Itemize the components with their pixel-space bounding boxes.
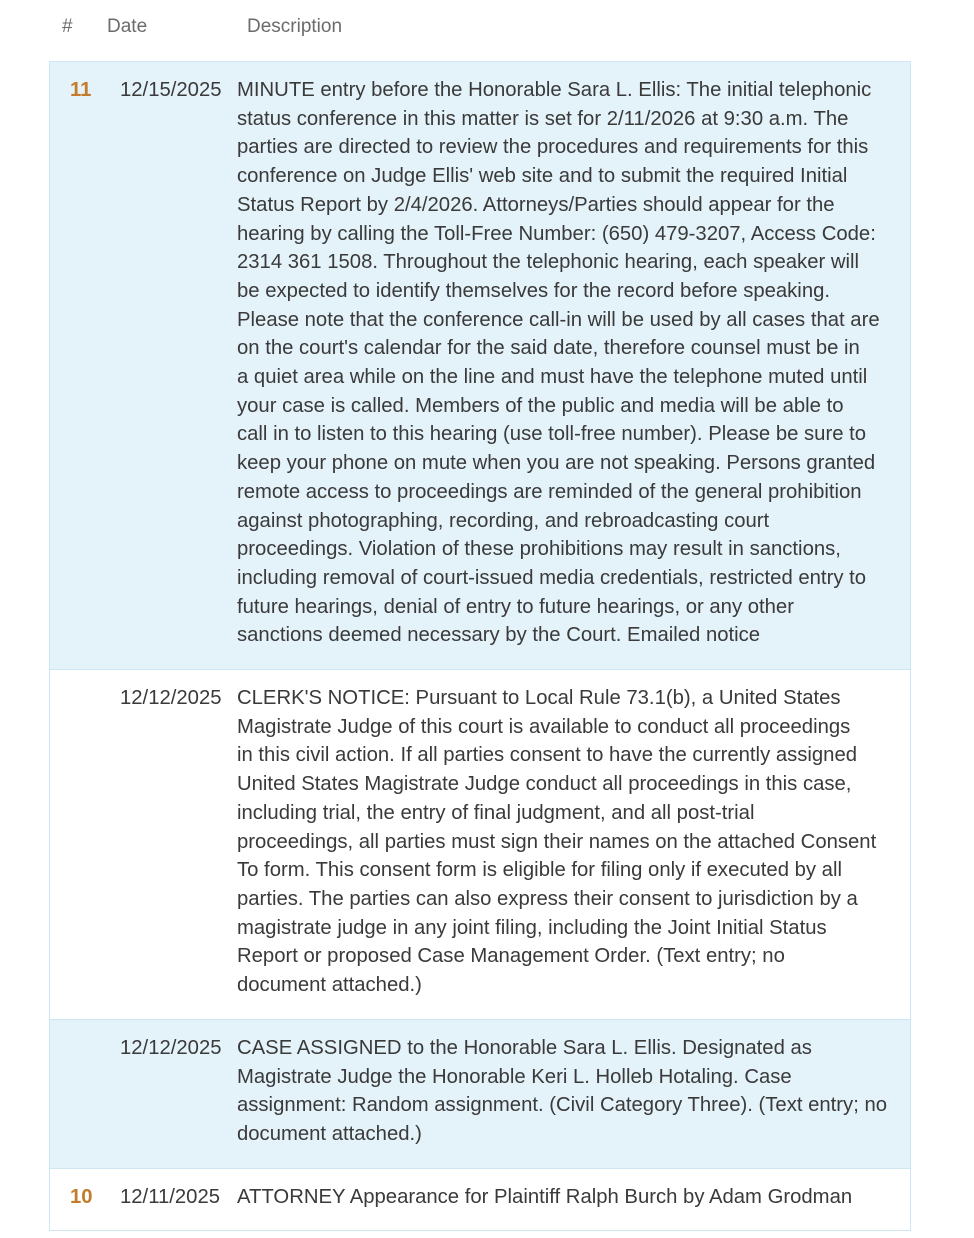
- description-line: To form. This consent form is eligible for filing only if executed by all: [237, 859, 842, 882]
- description-line: hearing by calling the Toll-Free Number: (650) 479-3207, Access Code:: [237, 222, 876, 245]
- description-line: 2314 361 1508. Throughout the telephonic hearing, each speaker will: [237, 251, 860, 274]
- docket-entry-row: [50, 1169, 910, 1232]
- description-line: parties are directed to review the procedures and requirements for this: [237, 136, 869, 159]
- description-line: ATTORNEY Appearance for Plaintiff Ralph Burch by Adam Grodman: [237, 1185, 853, 1208]
- description-line: proceedings. Violation of these prohibitions may result in sanctions,: [237, 538, 841, 561]
- description-line: proceedings, all parties must sign their names on the attached Consent: [237, 830, 877, 853]
- header-date: Date: [107, 16, 148, 37]
- description-line: sanctions deemed necessary by the Court. Emailed notice: [237, 624, 761, 647]
- header-description: Description: [247, 16, 343, 37]
- description-line: document attached.): [237, 974, 422, 997]
- description-line: including trial, the entry of final judgment, and all post-trial: [237, 801, 755, 824]
- description-line: Please note that the conference call-in will be used by all cases that are: [237, 308, 880, 331]
- description-line: on the court's calendar for the said date, therefore counsel must be in: [237, 337, 860, 360]
- description-line: Magistrate Judge of this court is available to conduct all proceedings: [237, 715, 851, 738]
- description-line: call in to listen to this hearing (use toll-free number). Please be sure to: [237, 423, 867, 446]
- docket-entry-row: [50, 62, 910, 670]
- description-line: in this civil action. If all parties consent to have the currently assigned: [237, 744, 858, 767]
- description-line: CASE ASSIGNED to the Honorable Sara L. Ellis. Designated as: [237, 1036, 812, 1059]
- description-line: future hearings, denial of entry to future hearings, or any other: [237, 595, 794, 618]
- docket-entry-row: [50, 670, 910, 1020]
- entry-description: [237, 76, 910, 650]
- entry-date: 12/15/2025: [120, 79, 222, 101]
- entry-date: 12/11/2025: [120, 1185, 220, 1208]
- entry-date: 12/12/2025: [120, 1036, 222, 1059]
- description-line: United States Magistrate Judge conduct all proceedings in this case,: [237, 773, 852, 796]
- description-line: document attached.): [237, 1122, 422, 1145]
- entry-number[interactable]: 11: [70, 79, 92, 101]
- docket-table-header: [0, 0, 974, 61]
- description-line: be expected to identify themselves for the record before speaking.: [237, 279, 831, 302]
- description-line: including removal of court-issued media credentials, restricted entry to: [237, 566, 867, 589]
- description-line: conference on Judge Ellis' web site and to submit the required Initial: [237, 165, 848, 188]
- entry-date: 12/12/2025: [120, 687, 222, 710]
- description-line: CLERK'S NOTICE: Pursuant to Local Rule 73.1(b), a United States: [237, 687, 841, 710]
- description-line: Status Report by 2/4/2026. Attorneys/Parties should appear for the: [237, 193, 835, 216]
- description-line: assignment: Random assignment. (Civil Category Three). (Text entry; no: [237, 1094, 888, 1117]
- description-line: remote access to proceedings are reminded of the general prohibition: [237, 480, 862, 503]
- description-line: against photographing, recording, and rebroadcasting court: [237, 509, 770, 532]
- header-number: #: [62, 16, 73, 37]
- description-line: Magistrate Judge the Honorable Keri L. Holleb Hotaling. Case: [237, 1065, 792, 1088]
- description-line: magistrate judge in any joint filing, including the Joint Initial Status: [237, 916, 827, 939]
- description-line: parties. The parties can also express their consent to jurisdiction by a: [237, 887, 858, 910]
- description-line: your case is called. Members of the public and media will be able to: [237, 394, 844, 417]
- description-line: a quiet area while on the line and must have the telephone muted until: [237, 366, 868, 389]
- entry-description: [237, 1034, 910, 1149]
- docket-table: [49, 61, 911, 1231]
- description-line: status conference in this matter is set for 2/11/2026 at 9:30 a.m. The: [237, 107, 849, 130]
- description-line: MINUTE entry before the Honorable Sara L. Ellis: The initial telephonic: [237, 79, 872, 101]
- docket-entry-row: [50, 1020, 910, 1169]
- description-line: Report or proposed Case Management Order. (Text entry; no: [237, 945, 785, 968]
- description-line: keep your phone on mute when you are not speaking. Persons granted: [237, 452, 876, 475]
- entry-description: [237, 1183, 910, 1212]
- entry-description: [237, 684, 910, 1000]
- entry-number[interactable]: 10: [70, 1185, 93, 1208]
